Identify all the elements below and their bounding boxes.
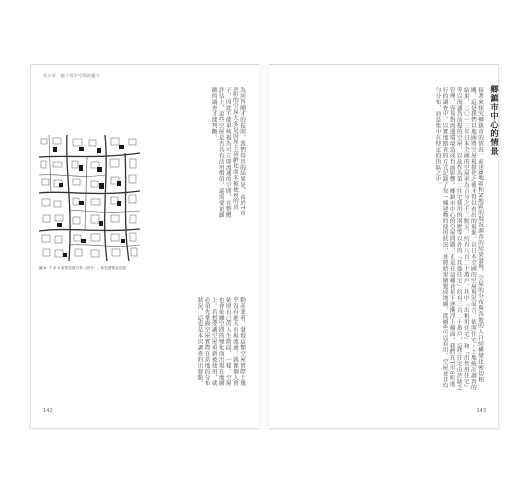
right-page [269, 64, 499, 429]
figure-caption: 圖 6 T 市 S 町的空屋分布（部分）。灰色建物為空屋 [39, 266, 126, 270]
vacant-house-map [39, 135, 140, 261]
figure-map [39, 135, 140, 261]
book-gutter [259, 64, 269, 427]
left-page-text-lower: 動產業者，發現這類空屋實際上幾乎沒有進入市場流通。就像個人會依照自己的人生階段，一樣，空屋也會依據空間的變化而出現在地圖上。若想要讓空屋重新被使用，就必須先掌握空屋實際在當地的分布狀況，這也是本次調查的出發點。 [196, 297, 245, 387]
left-page [30, 64, 260, 429]
book-spread [30, 64, 498, 427]
page-number-left: 142 [43, 408, 53, 414]
section-heading: 鄉鎮市中心的情景 [490, 85, 500, 156]
right-page-body-text: 接著來探究鄉鎮市的情況。前述B地區和N地區的現況調查的結果發現，空屋的分布與各地的人口結構變化密切相關，這是我們以地圖將空屋視覺化之後才得以看出的現象。以日本全國的空屋現況而言，依照住宅・土地統計調查的結果，二〇一三年日本全國的空屋率為百分之十三點五，約有八百二十萬戶。其中『出租用住宅』和『出售用住宅』等以流通為前提的空屋，以及作為第二住宅使用的別墅等以外的『其他住宅』約有三百二十萬戶，這些住宅由於缺乏管理，容易對周邊環境造成負面影響。鄉鎮市中心的空屋問題，正是在這種背景下逐漸浮上檯面。我們在T市S町進行的調查中，以實地踏查的方式記錄了每一棟建物的使用狀況，並將結果繪製成地圖。從圖6可以看出，空屋並非均勻分布，而是集中在特定的街區之中。 [434, 87, 483, 391]
left-page-text-upper: 為回答剛才的提問，我們得出的結果是，由於T市S町的空屋大多是因屋主高齡化而未被使用的房子，因此不能單純視為可立即流通的空間，在整體評估上，這些空屋是否具有活用價值，還需要更細緻的調查才能判斷。 [210, 87, 245, 218]
page-number-right: 143 [476, 408, 486, 414]
running-head: 第五章 縮小都市空間的魔力 [43, 73, 101, 78]
